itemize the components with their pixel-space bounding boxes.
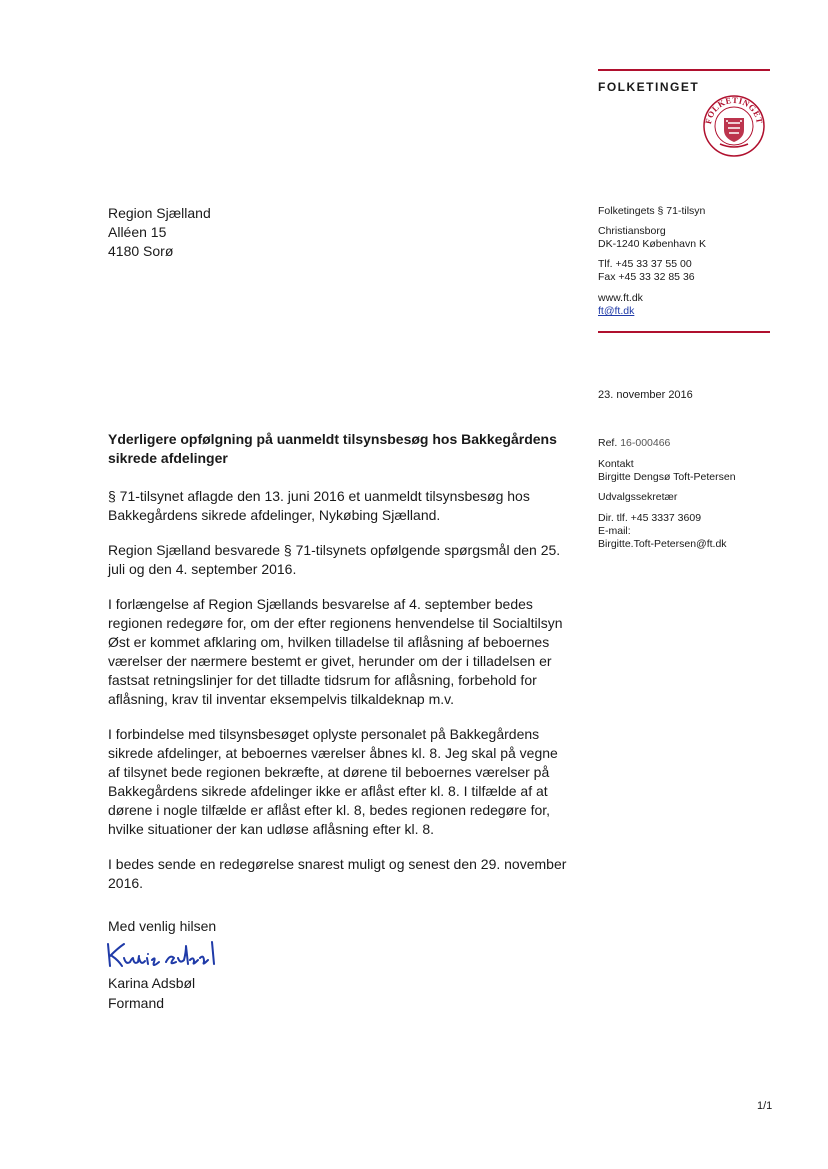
body-paragraph: I forlængelse af Region Sjællands besvarelse af 4. september bedes regionen redegøre for, om der efter regionens henvendelse til Socialtilsyn Øst er kommet afklaring om, hvilken tilladelse til aflåsning af beboernes værelser der nærmere bestemt er givet, herunder om der i tilladelsen er fastsat retningslinjer for det tilladte tidsrum for aflåsning, forbehold for aflåsning, krav til inventar eksempelvis tilkaldeknap m.v. — [108, 596, 563, 707]
body-paragraph: I forbindelse med tilsynsbesøget oplyste personalet på Bakkegårdens sikrede afdelinger, at beboernes værelser åbnes kl. 8. Jeg skal på vegne af tilsynet bede regionen bekræfte, at dørene til beboernes værelser på Bakkegårdens sikrede afdelinger ikke er aflåst efter kl. 8. I tilfælde af at dørene i nogle tilfælde er aflåst efter kl. 8, bedes regionen redegøre for, hvilke situationer der kan udløse aflåsning efter kl. 8. — [108, 726, 558, 837]
recipient-city: 4180 Sorø — [108, 243, 174, 259]
recipient-street: Alléen 15 — [108, 224, 167, 240]
sender-rule-bottom — [598, 331, 770, 333]
header-rule-top — [598, 69, 770, 71]
sender-postal: DK-1240 København K — [598, 238, 706, 250]
body-paragraph: Region Sjælland besvarede § 71-tilsynets opfølgende spørgsmål den 25. juli og den 4. september 2016. — [108, 542, 561, 577]
seal-text: FOLKETINGET — [703, 94, 765, 125]
ref-number: 16-000466 — [620, 437, 671, 449]
letter-subject: Yderligere opfølgning på uanmeldt tilsynsbesøg hos Bakkegårdens sikrede afdelinger — [108, 431, 557, 466]
reference-line — [598, 437, 670, 450]
signer-block — [108, 973, 195, 1013]
sender-web: www.ft.dk — [598, 292, 643, 304]
sender-fax: Fax +45 33 32 85 36 — [598, 271, 695, 283]
contact-email-label: E-mail: — [598, 525, 631, 537]
signer-name: Karina Adsbøl — [108, 975, 196, 991]
sender-email-link[interactable]: ft@ft.dk — [598, 305, 635, 317]
brand-name: FOLKETINGET — [598, 80, 700, 94]
handwritten-signature — [104, 938, 224, 972]
contact-label: Kontakt — [598, 458, 634, 470]
closing-greeting: Med venlig hilsen — [108, 918, 217, 934]
recipient-address — [108, 204, 211, 261]
recipient-name: Region Sjælland — [108, 205, 211, 221]
ref-label: Ref. — [598, 437, 618, 449]
letter-date: 23. november 2016 — [598, 389, 693, 401]
letter-body — [108, 487, 570, 909]
body-paragraph: I bedes sende en redegørelse snarest muligt og senest den 29. november 2016. — [108, 856, 567, 891]
sender-building: Christiansborg — [598, 225, 666, 237]
sender-department: Folketingets § 71-tilsyn — [598, 205, 706, 217]
folketinget-seal-logo — [702, 94, 766, 158]
sender-phone: Tlf. +45 33 37 55 00 — [598, 258, 692, 270]
body-paragraph: § 71-tilsynet aflagde den 13. juni 2016 et uanmeldt tilsynsbesøg hos Bakkegårdens sikrede afdelinger, Nykøbing Sjælland. — [108, 488, 530, 523]
contact-role: Udvalgssekretær — [598, 491, 678, 503]
contact-name: Birgitte Dengsø Toft-Petersen — [598, 471, 736, 483]
contact-email: Birgitte.Toft-Petersen@ft.dk — [598, 538, 727, 550]
contact-direct-phone: Dir. tlf. +45 3337 3609 — [598, 512, 702, 524]
page-number: 1/1 — [757, 1100, 773, 1112]
sender-email-container — [598, 305, 634, 318]
signer-title: Formand — [108, 995, 165, 1011]
